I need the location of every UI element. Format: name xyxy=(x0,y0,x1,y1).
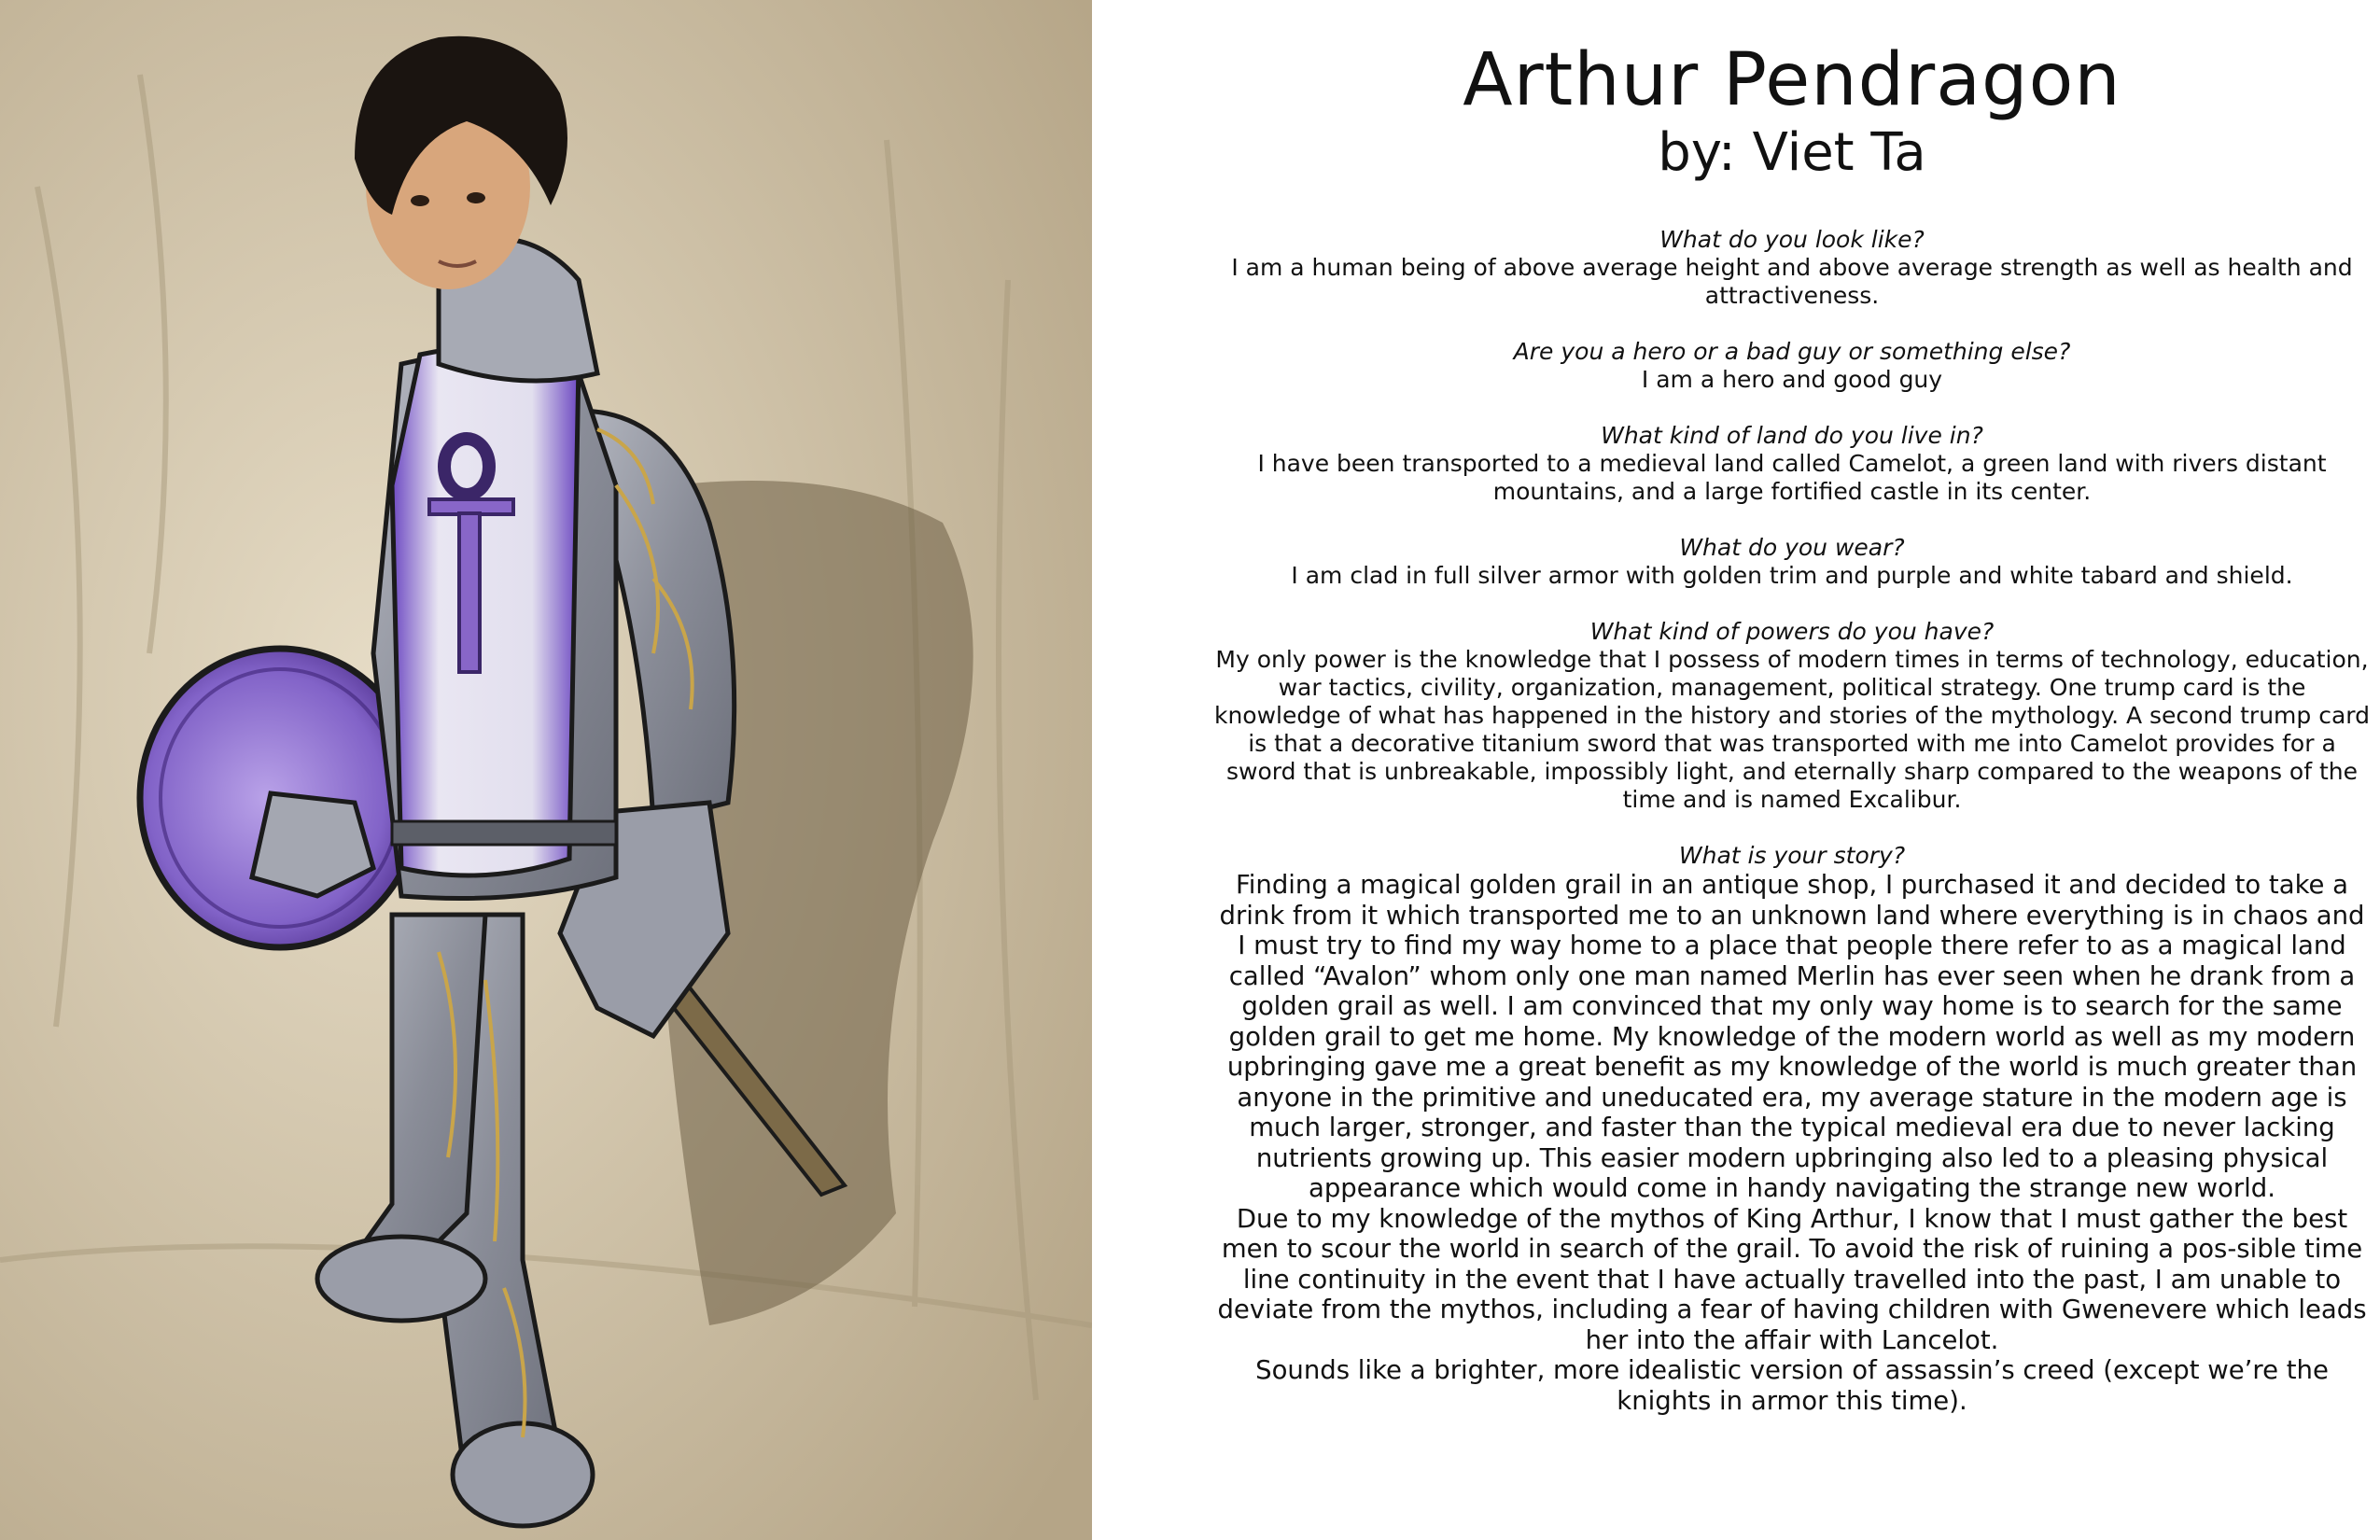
author-byline: by: Viet Ta xyxy=(1658,122,1926,183)
left-boot xyxy=(317,1237,485,1321)
qa-block-alignment xyxy=(1213,338,2371,394)
qa-block-story xyxy=(1213,842,2371,1416)
right-boot xyxy=(453,1423,593,1526)
story-paragraph: Finding a magical golden grail in an antique shop, I purchased it and decided to take a drink from it which transported me to an unknown land where everything is in chaos and I must try to find my way home to a place that people there refer to as a magical land called “Avalon” whom only one man named Merlin has ever seen when he drank from a golden grail as well. I am convinced that my only way home is to search for the same golden grail to get me home. My knowledge of the modern world as well as my modern upbringing gave me a great benefit as my knowledge of the world is much greater than anyone in the primitive and uneducated era, my average stature in the modern age is much larger, stronger, and faster than the typical medieval era due to never lacking nutrients growing up. This easier modern upbringing also led to a pleasing physical appearance which would come in handy navigating the strange new world. xyxy=(1219,870,2365,1203)
qa-block-land xyxy=(1213,422,2371,506)
belt xyxy=(392,821,616,845)
qa-block-powers xyxy=(1213,618,2371,814)
knight-photo xyxy=(0,0,1092,1540)
character-sheet xyxy=(1213,37,2371,1444)
qa-block-wear xyxy=(1213,534,2371,590)
question: What kind of land do you live in? xyxy=(1601,422,1983,449)
story-paragraph: Sounds like a brighter, more idealistic version of assassin’s creed (except we’re the knights in armor this time). xyxy=(1255,1355,2329,1416)
question: What is your story? xyxy=(1678,842,1906,869)
question: What do you look like? xyxy=(1659,226,1925,253)
story-paragraph: Due to my knowledge of the mythos of King Arthur, I know that I must gather the best men to scour the world in search of the grail. To avoid the risk of ruining a pos-sible time line continuity in the event that I have actually travelled into the past, I am unable to deviate from the mythos, including a fear of having children with Gwenevere which leads her into the affair with Lancelot. xyxy=(1217,1203,2367,1355)
answer: I am a human being of above average height and above average strength as well as health and attractiveness. xyxy=(1231,254,2353,309)
page-title: Arthur Pendragon xyxy=(1463,38,2121,122)
knight-illustration xyxy=(0,0,1092,1540)
question: What do you wear? xyxy=(1679,534,1905,561)
answer: I am a hero and good guy xyxy=(1641,366,1943,393)
qa-block-appearance xyxy=(1213,226,2371,310)
answer: My only power is the knowledge that I possess of modern times in terms of technology, education, war tactics, civility, organization, management, political strategy. One trump card is the knowledge of what has happened in the history and stories of the mythology. A second trump card is that a decorative titanium sword that was transported with me into Camelot provides for a sword that is unbreakable, impossibly light, and eternally sharp compared to the weapons of the time and is named Excalibur. xyxy=(1213,646,2370,813)
answer: I have been transported to a medieval land called Camelot, a green land with rivers distant mountains, and a large fortified castle in its center. xyxy=(1257,450,2327,505)
page-gutter xyxy=(1092,0,1204,1540)
answer: I am clad in full silver armor with golden trim and purple and white tabard and shield. xyxy=(1291,562,2293,589)
tabard xyxy=(392,347,579,875)
question: Are you a hero or a bad guy or something else? xyxy=(1513,338,2071,365)
question: What kind of powers do you have? xyxy=(1589,618,1995,645)
